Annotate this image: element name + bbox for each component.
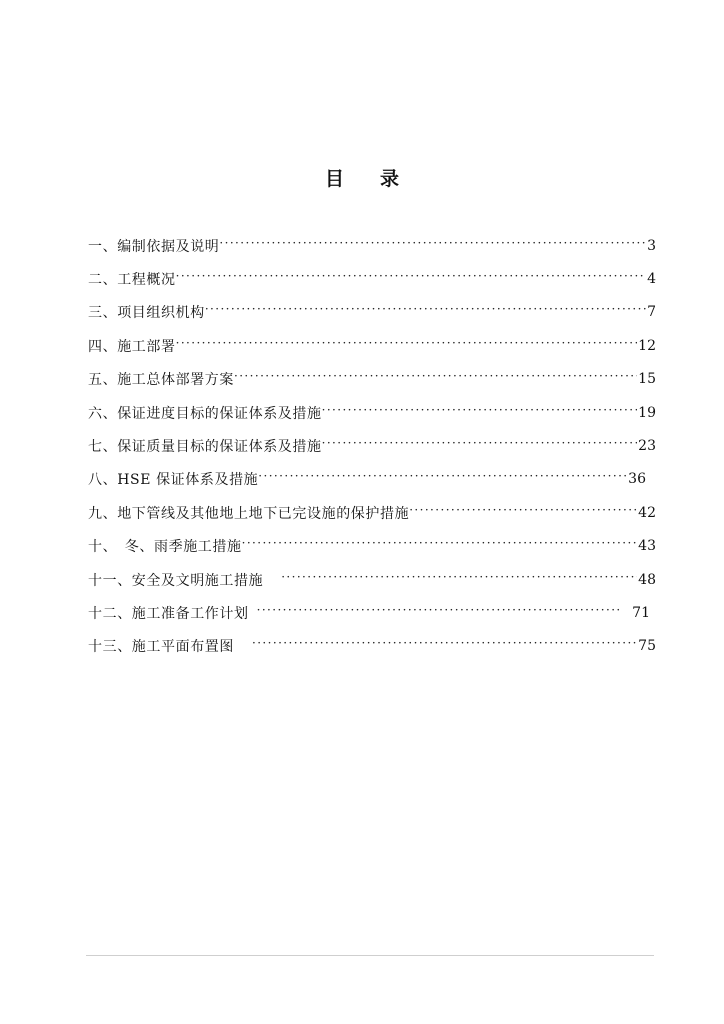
toc-entry-page: 48: [638, 571, 656, 588]
toc-entry-13[interactable]: [88, 630, 656, 663]
toc-entry-page: 3: [647, 237, 656, 254]
toc-entry-12[interactable]: [88, 596, 656, 629]
toc-entry-page: 4: [647, 271, 656, 288]
toc-entry-label: 十一、安全及文明施工措施: [88, 570, 263, 590]
toc-entry-3[interactable]: [88, 296, 656, 329]
toc-entry-label: 十三、施工平面布置图: [88, 636, 234, 656]
toc-entry-label: 四、施工部署: [88, 336, 176, 356]
page-title: [0, 164, 724, 191]
toc-entry-8[interactable]: [88, 463, 656, 496]
toc-entry-4[interactable]: [88, 329, 656, 362]
toc-entry-10[interactable]: [88, 530, 656, 563]
dot-leader: [219, 239, 646, 253]
toc-entry-label: 十、 冬、雨季施工措施: [88, 536, 242, 556]
toc-entry-page: 36: [628, 471, 646, 488]
toc-entry-label: 一、编制依据及说明: [88, 236, 219, 256]
table-of-contents: [88, 229, 656, 663]
toc-entry-label: 九、地下管线及其他地上地下已完设施的保护措施: [88, 503, 409, 523]
toc-entry-page: 12: [638, 337, 656, 354]
dot-leader: [257, 606, 623, 620]
toc-entry-page: 19: [638, 404, 656, 421]
toc-entry-label: 二、工程概况: [88, 269, 176, 289]
toc-entry-11[interactable]: [88, 563, 656, 596]
toc-entry-page: 75: [638, 638, 656, 655]
toc-entry-label: 六、保证进度目标的保证体系及措施: [88, 403, 322, 423]
toc-entry-label: 五、施工总体部署方案: [88, 369, 234, 389]
toc-entry-label: 三、项目组织机构: [88, 302, 205, 322]
dot-leader: [176, 272, 646, 286]
toc-entry-7[interactable]: [88, 429, 656, 462]
dot-leader: [322, 439, 638, 453]
dot-leader: [409, 506, 637, 520]
toc-entry-5[interactable]: [88, 363, 656, 396]
dot-leader: [322, 406, 638, 420]
toc-entry-page: 42: [638, 504, 656, 521]
toc-entry-page: 71: [632, 604, 650, 621]
dot-leader: [252, 639, 637, 653]
toc-entry-6[interactable]: [88, 396, 656, 429]
toc-entry-2[interactable]: [88, 262, 656, 295]
title-char-right: 录: [380, 168, 400, 190]
footer-divider: [86, 955, 654, 956]
toc-entry-label: 八、HSE 保证体系及措施: [88, 469, 258, 489]
dot-leader: [242, 539, 638, 553]
toc-entry-page: 43: [638, 538, 656, 555]
toc-entry-9[interactable]: [88, 496, 656, 529]
dot-leader: [234, 372, 637, 386]
toc-entry-page: 7: [647, 304, 656, 321]
toc-entry-page: 23: [638, 438, 656, 455]
title-char-left: 目: [324, 168, 344, 190]
toc-entry-label: 十二、施工准备工作计划: [88, 603, 249, 623]
dot-leader: [205, 305, 646, 319]
toc-entry-page: 15: [638, 371, 656, 388]
dot-leader: [258, 472, 627, 486]
dot-leader: [176, 339, 638, 353]
dot-leader: [281, 573, 637, 587]
toc-entry-1[interactable]: [88, 229, 656, 262]
toc-entry-label: 七、保证质量目标的保证体系及措施: [88, 436, 322, 456]
